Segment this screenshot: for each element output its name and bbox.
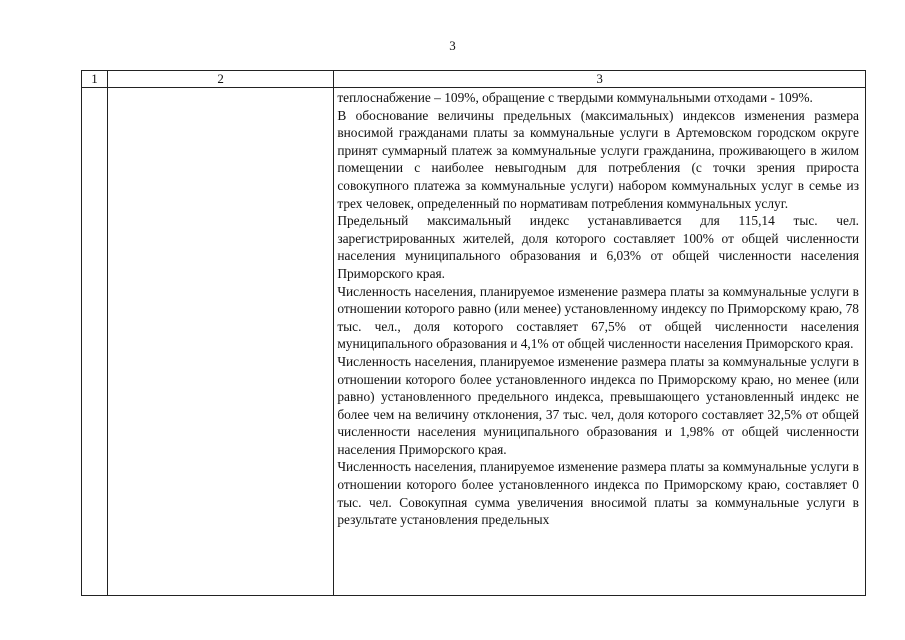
table-header-row xyxy=(82,71,866,88)
table-cell-col1 xyxy=(82,88,108,596)
table-cell-col3 xyxy=(334,88,866,596)
paragraph-max-index: Предельный максимальный индекс устанавливается для 115,14 тыс. чел. зарегистрированных жителей, доля которого составляет 100% от общей численности населения муниципального образования и 6,03% от общей численности населения Приморского края. xyxy=(337,213,859,281)
paragraph-heat-supply: теплоснабжение – 109%, обращение с твердыми коммунальными отходами - 109%. xyxy=(337,90,813,105)
table-row xyxy=(82,88,866,596)
column-header-1: 1 xyxy=(82,71,108,88)
page-number: 3 xyxy=(449,38,456,53)
paragraph-population-equal: Численность населения, планируемое изменение размера платы за коммунальные услуги в отношении которого равно (или менее) установленному индексу по Приморскому краю, 78 тыс. чел., доля которого составляет 67,5% от общей численности населения муниципального образования и 4,1% от общей численности населения Приморского края. xyxy=(337,283,859,352)
column-header-3: 3 xyxy=(334,71,866,88)
document-table xyxy=(81,70,866,596)
paragraph-justification: В обоснование величины предельных (максимальных) индексов изменения размера вносимой гражданами платы за коммунальные услуги в Артемовском городском округе принят суммарный платеж за коммунальные услуги гражданина, проживающего в жилом помещении с наиболее невыгодным для потребления (с точки зрения прироста совокупного платежа за коммунальные услуги) набором коммунальных услуг в семье из трех человек, определенный по нормативам потребления коммунальных услуг. xyxy=(337,107,859,211)
column-header-2: 2 xyxy=(108,71,334,88)
table-cell-col2 xyxy=(108,88,334,596)
paragraph-population-above: Численность населения, планируемое изменение размера платы за коммунальные услуги в отношении которого более установленного индекса по Приморскому краю, но менее (или равно) установленного предельного индекса, превышающего установленный индекс не более чем на величину отклонения, 37 тыс. чел, доля которого составляет 32,5% от общей численности населения муниципального образования и 1,98% от общей численности населения Приморского края. xyxy=(337,353,859,457)
paragraph-population-exceed: Численность населения, планируемое изменение размера платы за коммунальные услуги в отношении которого более установленного индекса по Приморскому краю, составляет 0 тыс. чел. Совокупная сумма увеличения вносимой платы за коммунальные услуги в результате установления предельных xyxy=(337,459,859,528)
